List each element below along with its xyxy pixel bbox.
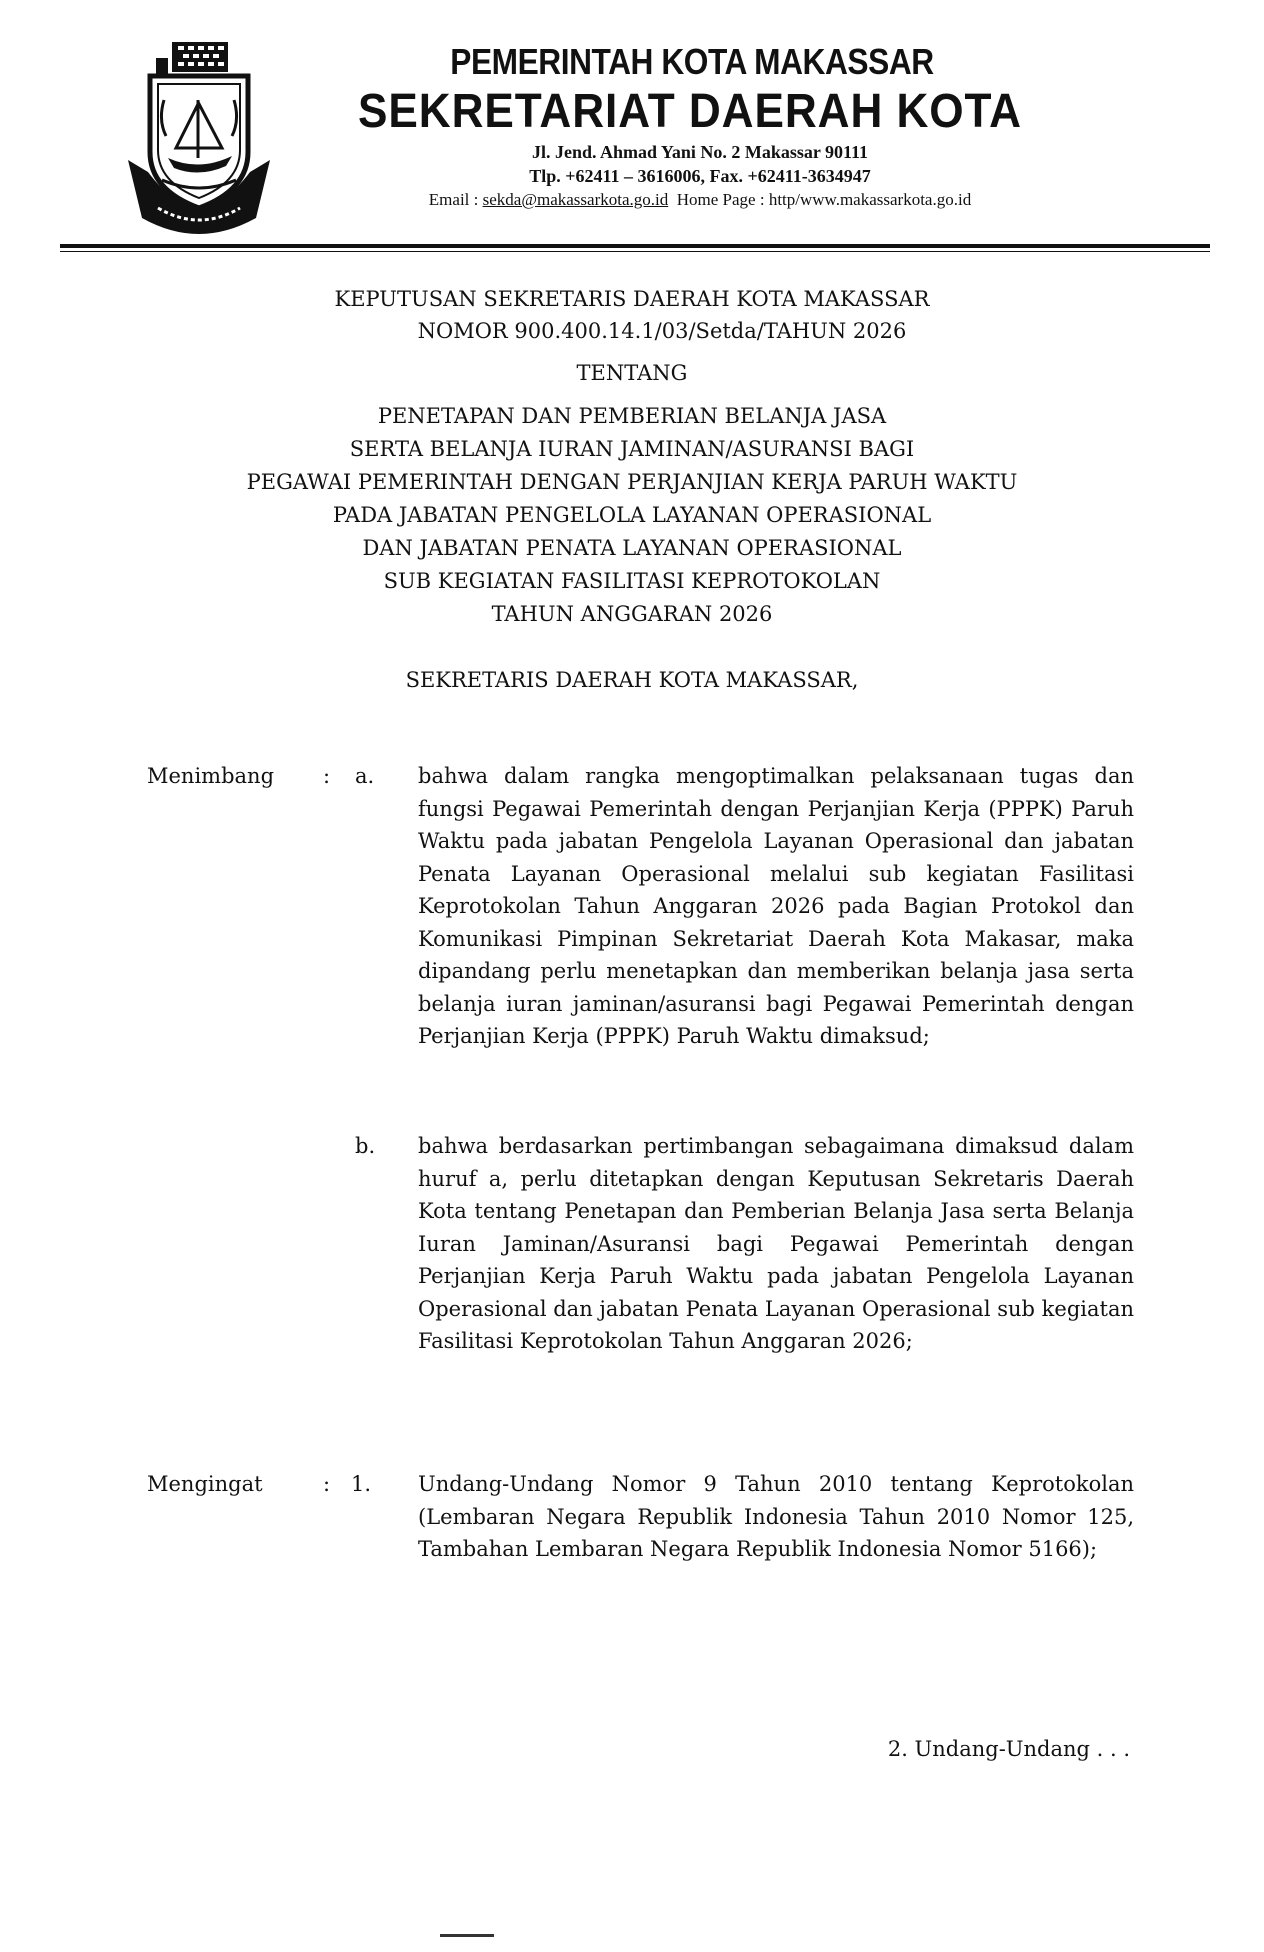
letterhead	[270, 40, 1130, 212]
menimbang-colon: :	[323, 764, 331, 788]
contact-line	[270, 188, 1130, 212]
mengingat-label: Mengingat	[147, 1472, 263, 1496]
government-name: PEMERINTAH KOTA MAKASSAR	[450, 41, 934, 82]
item-marker: a.	[355, 764, 375, 788]
item-marker: b.	[355, 1134, 376, 1158]
decree-number: NOMOR 900.400.14.1/03/Setda/TAHUN 2026	[417, 319, 907, 343]
subject-line: PEGAWAI PEMERINTAH DENGAN PERJANJIAN KERJA PARUH WAKTU	[246, 470, 1018, 494]
subject-line: DAN JABATAN PENATA LAYANAN OPERASIONAL	[362, 536, 902, 560]
subject-line: PENETAPAN DAN PEMBERIAN BELANJA JASA	[377, 404, 887, 428]
office-address: Jl. Jend. Ahmad Yani No. 2 Makassar 90111	[531, 142, 869, 162]
continuation-note: 2. Undang-Undang . . .	[887, 1737, 1130, 1761]
letterhead-rule-thick	[60, 244, 1210, 248]
homepage-link[interactable]: http/www.makassarkota.go.id	[768, 190, 972, 209]
subject-line: SERTA BELANJA IURAN JAMINAN/ASURANSI BAGI	[349, 437, 915, 461]
item-marker: 1.	[351, 1472, 372, 1496]
email-label: Email :	[428, 190, 479, 209]
subject-line: SUB KEGIATAN FASILITASI KEPROTOKOLAN	[383, 569, 881, 593]
decree-title: KEPUTUSAN SEKRETARIS DAERAH KOTA MAKASSAR	[334, 287, 930, 311]
letterhead-rule-thin	[60, 251, 1210, 252]
mengingat-colon: :	[323, 1472, 331, 1496]
mengingat-item-1	[418, 1468, 1134, 1566]
subject-line: TAHUN ANGGARAN 2026	[491, 602, 773, 626]
issuing-official: SEKRETARIS DAERAH KOTA MAKASSAR,	[405, 668, 859, 692]
item-text: Undang-Undang Nomor 9 Tahun 2010 tentang Keprotokolan (Lembaran Negara Republik Indonesia Tahun 2010 Nomor 125, Tambahan Lembaran Negara Republik Indonesia Nomor 5166);	[418, 1472, 1134, 1561]
menimbang-label: Menimbang	[147, 764, 275, 788]
homepage-label: Home Page :	[676, 190, 765, 209]
decree-about: TENTANG	[576, 361, 688, 385]
decree-heading	[0, 283, 1264, 347]
office-name: SEKRETARIAT DAERAH KOTA	[358, 85, 1022, 138]
makassar-coat-of-arms-icon	[128, 40, 270, 238]
office-phone: Tlp. +62411 – 3616006, Fax. +62411-3634947	[529, 166, 871, 186]
menimbang-item-a	[418, 760, 1134, 1053]
menimbang-item-b	[418, 1130, 1134, 1358]
item-text: bahwa dalam rangka mengoptimalkan pelaksanaan tugas dan fungsi Pegawai Pemerintah dengan Perjanjian Kerja (PPPK) Paruh Waktu pada jabatan Pengelola Layanan Operasional dan jabatan Penata Layanan Operasional melalui sub kegiatan Fasilitasi Keprotokolan Tahun Anggaran 2026 pada Bagian Protokol dan Komunikasi Pimpinan Sekretariat Daerah Kota Makasar, maka dipandang perlu menetapkan dan memberikan belanja jasa serta belanja iuran jaminan/asuransi bagi Pegawai Pemerintah dengan Perjanjian Kerja (PPPK) Paruh Waktu dimaksud;	[418, 764, 1134, 1048]
item-text: bahwa berdasarkan pertimbangan sebagaimana dimaksud dalam huruf a, perlu ditetapkan dengan Keputusan Sekretaris Daerah Kota tentang Penetapan dan Pemberian Belanja Jasa serta Belanja Iuran Jaminan/Asuransi bagi Pegawai Pemerintah dengan Perjanjian Kerja Paruh Waktu pada jabatan Pengelola Layanan Operasional dan jabatan Penata Layanan Operasional sub kegiatan Fasilitasi Keprotokolan Tahun Anggaran 2026;	[418, 1134, 1134, 1353]
subject-line: PADA JABATAN PENGELOLA LAYANAN OPERASIONAL	[332, 503, 932, 527]
scan-mark	[440, 1934, 494, 1937]
email-link[interactable]: sekda@makassarkota.go.id	[482, 190, 669, 209]
decree-subject	[0, 400, 1264, 631]
